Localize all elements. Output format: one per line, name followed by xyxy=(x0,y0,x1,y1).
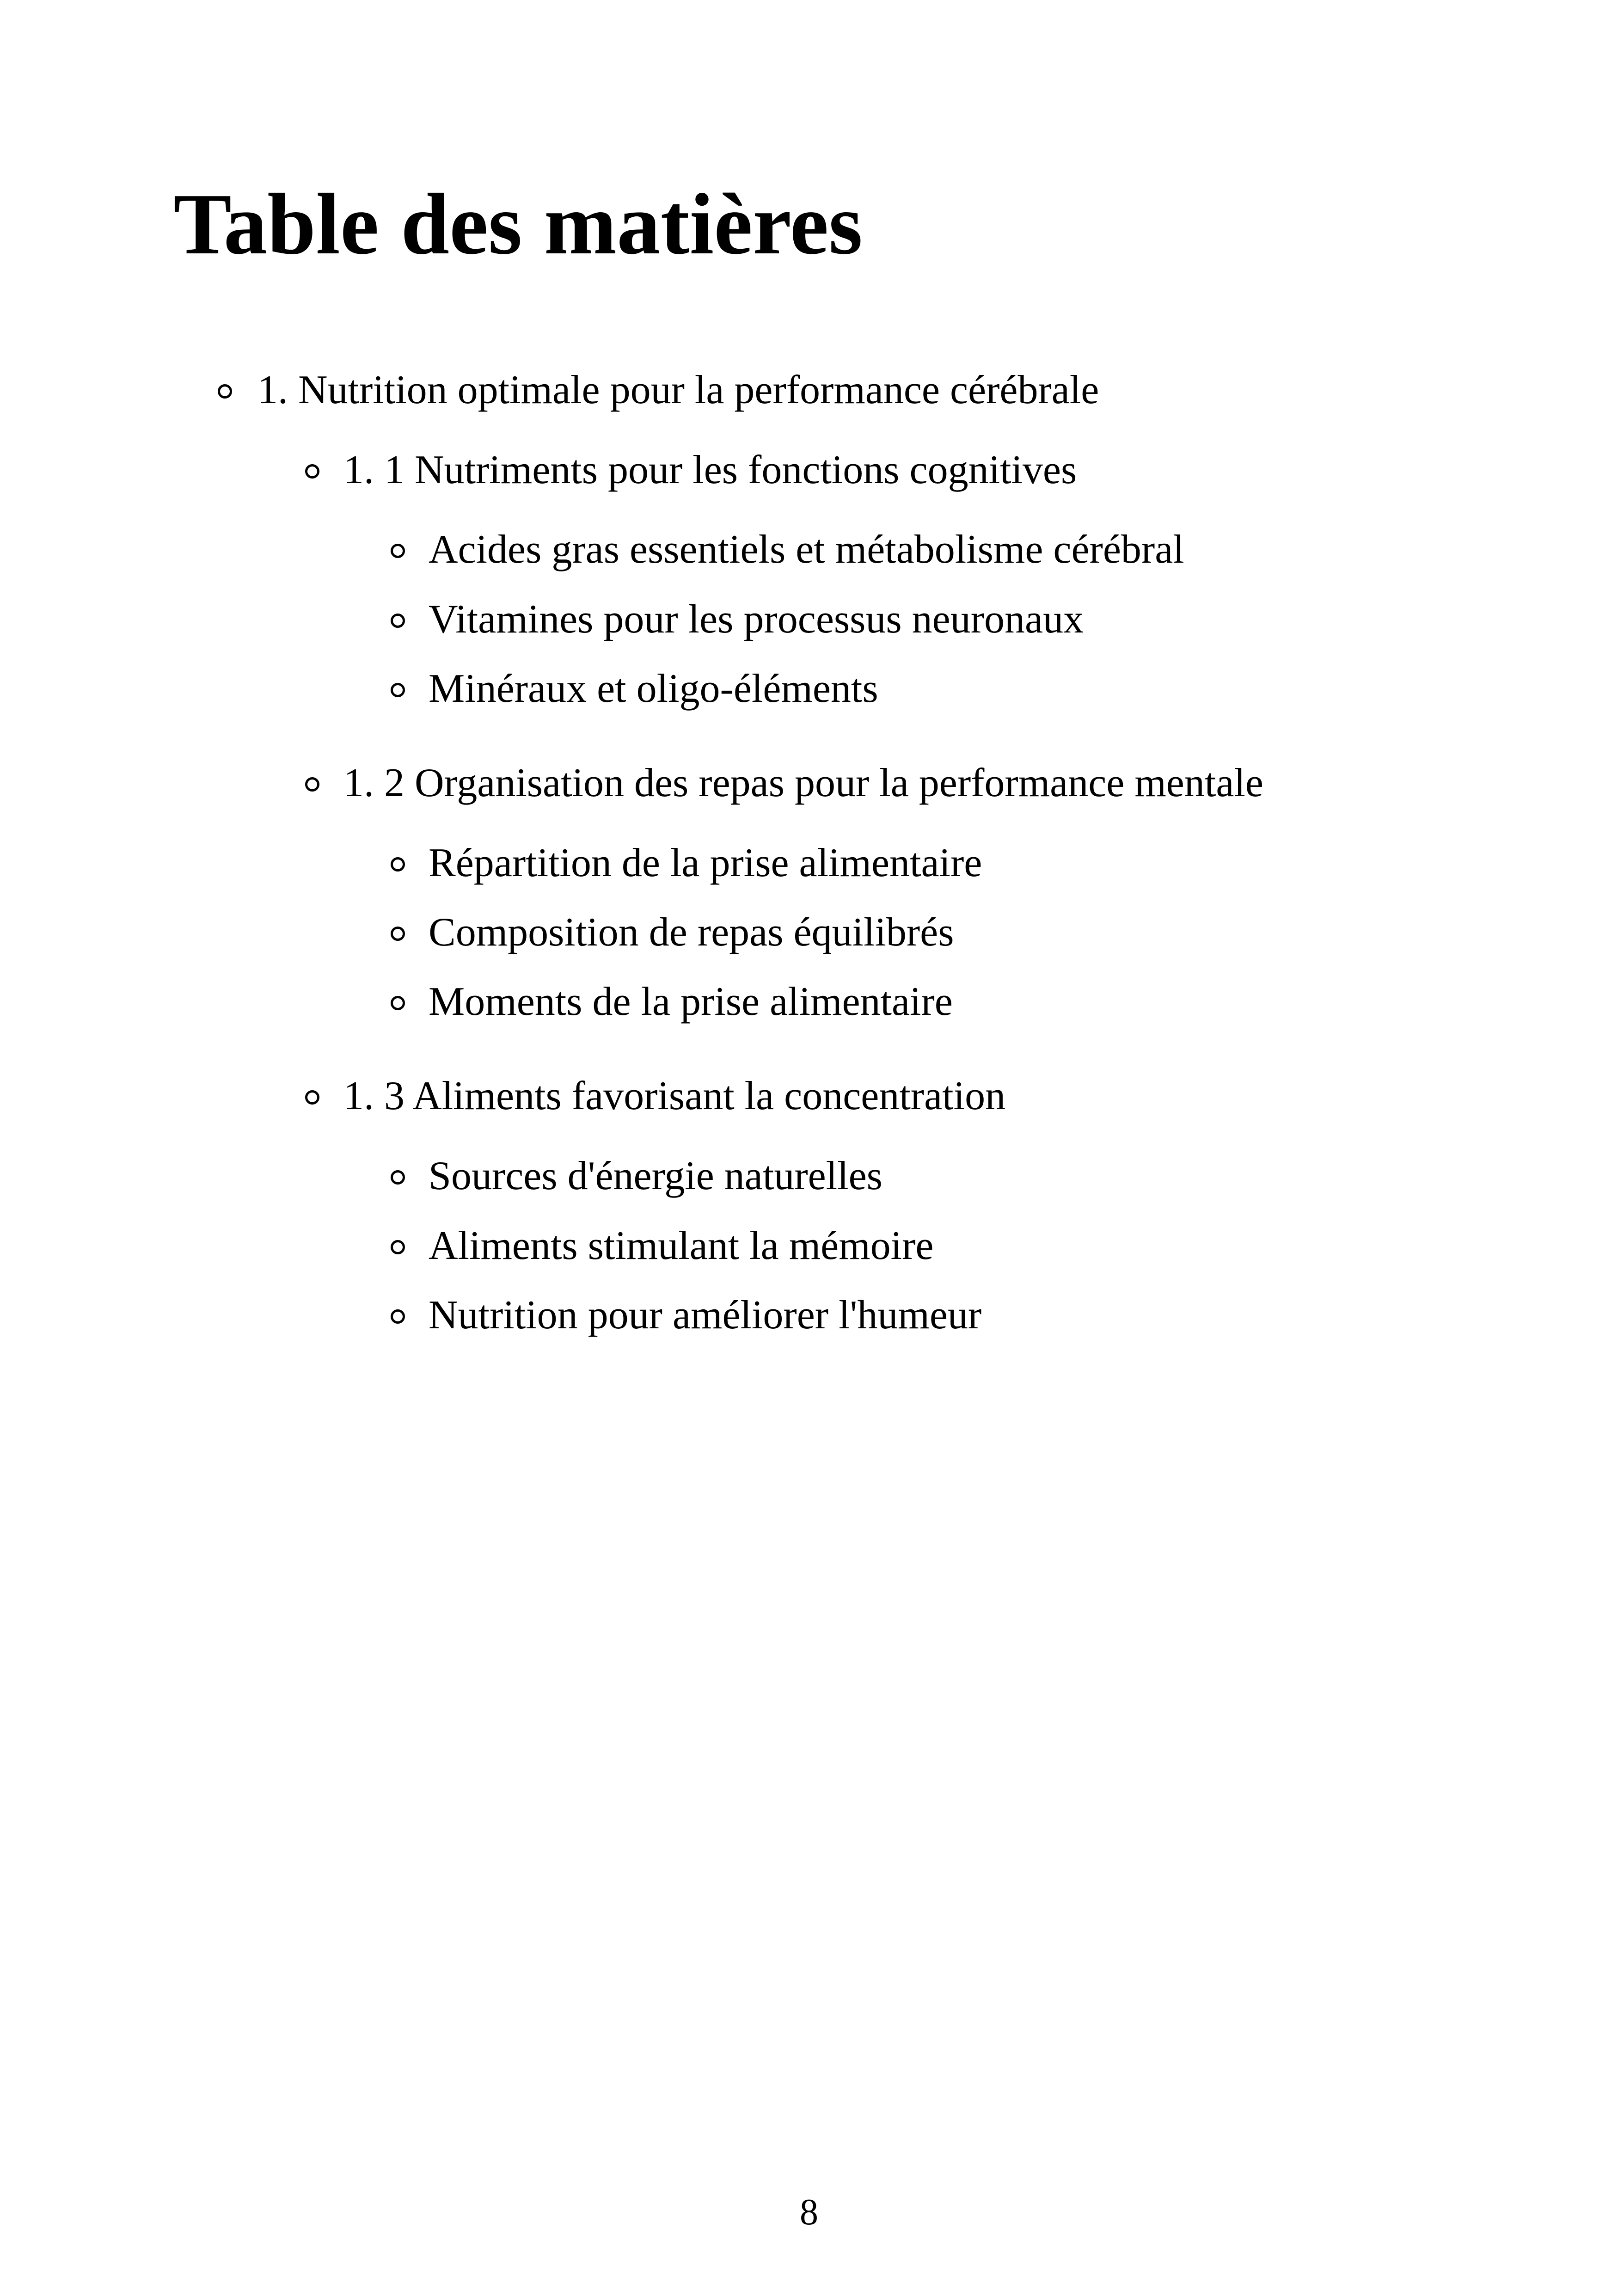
toc-item[interactable]: Répartition de la prise alimentaire xyxy=(429,841,982,885)
list-bullet-icon xyxy=(305,464,319,479)
toc-item[interactable]: Nutrition pour améliorer l'humeur xyxy=(429,1293,982,1338)
toc-section-1-1[interactable]: 1. 1 Nutriments pour les fonctions cognitives xyxy=(343,448,1077,492)
toc-item[interactable]: Acides gras essentiels et métabolisme cérébral xyxy=(429,527,1184,572)
toc-item[interactable]: Aliments stimulant la mémoire xyxy=(429,1223,934,1268)
list-bullet-icon xyxy=(391,857,405,872)
list-bullet-icon xyxy=(305,1090,319,1105)
list-bullet-icon xyxy=(391,927,405,941)
toc-item[interactable]: Minéraux et oligo-éléments xyxy=(429,666,878,711)
list-bullet-icon xyxy=(391,996,405,1010)
toc-chapter-1[interactable]: 1. Nutrition optimale pour la performance cérébrale xyxy=(257,368,1099,412)
toc-item[interactable]: Moments de la prise alimentaire xyxy=(429,979,953,1024)
toc-item[interactable]: Composition de repas équilibrés xyxy=(429,910,954,955)
toc-item[interactable]: Vitamines pour les processus neuronaux xyxy=(429,597,1084,642)
list-bullet-icon xyxy=(218,384,232,399)
list-bullet-icon xyxy=(391,614,405,628)
list-bullet-icon xyxy=(391,544,405,558)
toc-section-1-2[interactable]: 1. 2 Organisation des repas pour la performance mentale xyxy=(343,761,1263,805)
page-title: Table des matières xyxy=(173,176,863,272)
toc-section-1-3[interactable]: 1. 3 Aliments favorisant la concentration xyxy=(343,1074,1006,1118)
toc-item[interactable]: Sources d'énergie naturelles xyxy=(429,1154,883,1198)
list-bullet-icon xyxy=(305,777,319,792)
list-bullet-icon xyxy=(391,1309,405,1324)
list-bullet-icon xyxy=(391,1170,405,1185)
list-bullet-icon xyxy=(391,683,405,697)
list-bullet-icon xyxy=(391,1240,405,1254)
page-number: 8 xyxy=(800,2192,818,2233)
